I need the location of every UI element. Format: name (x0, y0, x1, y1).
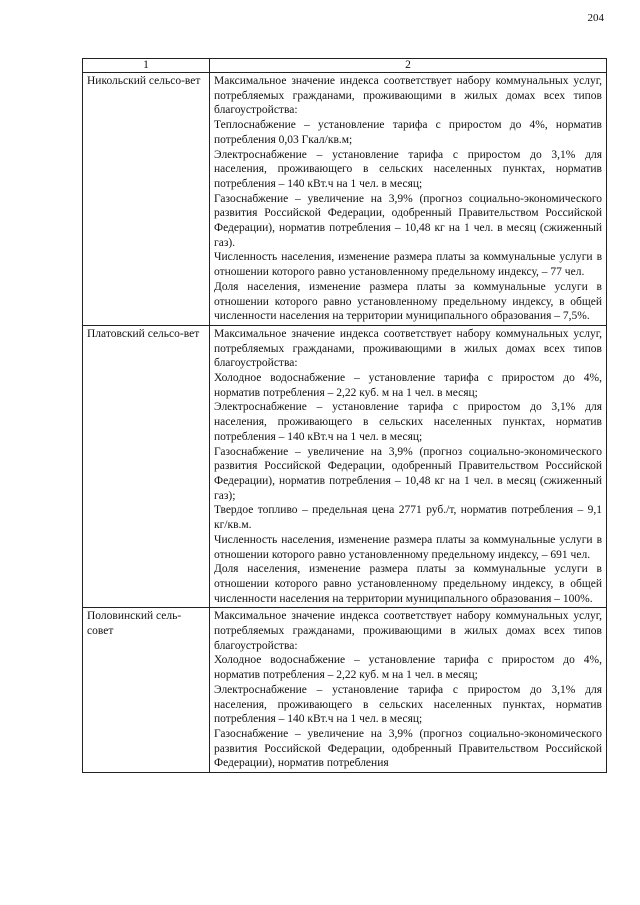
paragraph: Электроснабжение – установление тарифа с приростом до 3,1% для населения, проживающего в сельских населенных пунктах, норматив потребления – 140 кВт.ч на 1 чел. в месяц; (214, 148, 602, 190)
paragraph: Холодное водоснабжение – установление тарифа с приростом до 4%, норматив потребления – 2,22 куб. м на 1 чел. в месяц; (214, 372, 602, 399)
cell-content (214, 609, 602, 771)
table-row (83, 73, 607, 326)
paragraph: Максимальное значение индекса соответствует набору коммунальных услуг, потребляемых гражданами, проживающими в жилых домах всех типов благоустройства: (214, 327, 602, 370)
paragraph: Доля населения, изменение размера платы за коммунальные услуги в отношении которого равно установленному предельному индексу, в общей численности населения на территории муниципального образования – 7,5%. (214, 280, 602, 323)
paragraph: Численность населения, изменение размера платы за коммунальные услуги в отношении которого равно установленному предельному индексу, – 77 чел. (214, 251, 602, 279)
region-cell: Платовский сельсо-вет (83, 325, 210, 607)
table-row (83, 325, 607, 607)
paragraph: Холодное водоснабжение – установление тарифа с приростом до 4%, норматив потребления – 2,22 куб. м на 1 чел. в месяц; (214, 654, 602, 682)
description-cell (210, 73, 607, 326)
column-header-2: 2 (210, 59, 607, 73)
region-cell: Половинский сель-совет (83, 608, 210, 773)
description-cell (210, 325, 607, 607)
page-number: 204 (587, 12, 604, 24)
table-row (83, 608, 607, 773)
paragraph: Доля населения, изменение размера платы за коммунальные услуги в отношении которого равно установленному предельному индексу, в общей численности населения на территории муниципального образования – 100%. (214, 563, 602, 605)
paragraph: Газоснабжение – увеличение на 3,9% (прогноз социально-экономического развития Российской Федерации, одобренный Правительством Российской Федерации), норматив потребления – 10,48 кг на 1 чел. в месяц (сжиженный газ). (214, 192, 602, 249)
table-header-row (83, 59, 607, 73)
region-cell: Никольский сельсо-вет (83, 73, 210, 326)
paragraph: Максимальное значение индекса соответствует набору коммунальных услуг, потребляемых гражданами, проживающими в жилых домах всех типов благоустройства: (214, 610, 602, 652)
paragraph: Численность населения, изменение размера платы за коммунальные услуги в отношении которого равно установленному предельному индексу, – 691 чел. (214, 533, 602, 561)
paragraph: Максимальное значение индекса соответствует набору коммунальных услуг, потребляемых гражданами, проживающими в жилых домах всех типов благоустройства: (214, 75, 602, 117)
description-cell (210, 608, 607, 773)
paragraph: Электроснабжение – установление тарифа с приростом до 3,1% для населения, проживающего в сельских населенных пунктах, норматив потребления – 140 кВт.ч на 1 чел. в месяц; (214, 683, 602, 726)
paragraph: Теплоснабжение – установление тарифа с приростом до 4%, норматив потребления 0,03 Гкал/кв.м; (214, 119, 602, 146)
column-header-1: 1 (83, 59, 210, 73)
paragraph: Электроснабжение – установление тарифа с приростом до 3,1% для населения, проживающего в сельских населенных пунктах, норматив потребления – 140 кВт.ч на 1 чел. в месяц; (214, 401, 602, 443)
paragraph: Газоснабжение – увеличение на 3,9% (прогноз социально-экономического развития Российской Федерации, одобренный Правительством Российской Федерации), норматив потребления (214, 727, 602, 770)
paragraph: Твердое топливо – предельная цена 2771 руб./т, норматив потребления – 9,1 кг/кв.м. (214, 504, 602, 532)
paragraph: Газоснабжение – увеличение на 3,9% (прогноз социально-экономического развития Российской Федерации, одобренный Правительством Российской Федерации), норматив потребления – 10,48 кг на 1 чел. в месяц (сжиженный газ); (214, 445, 602, 502)
data-table (82, 58, 607, 773)
